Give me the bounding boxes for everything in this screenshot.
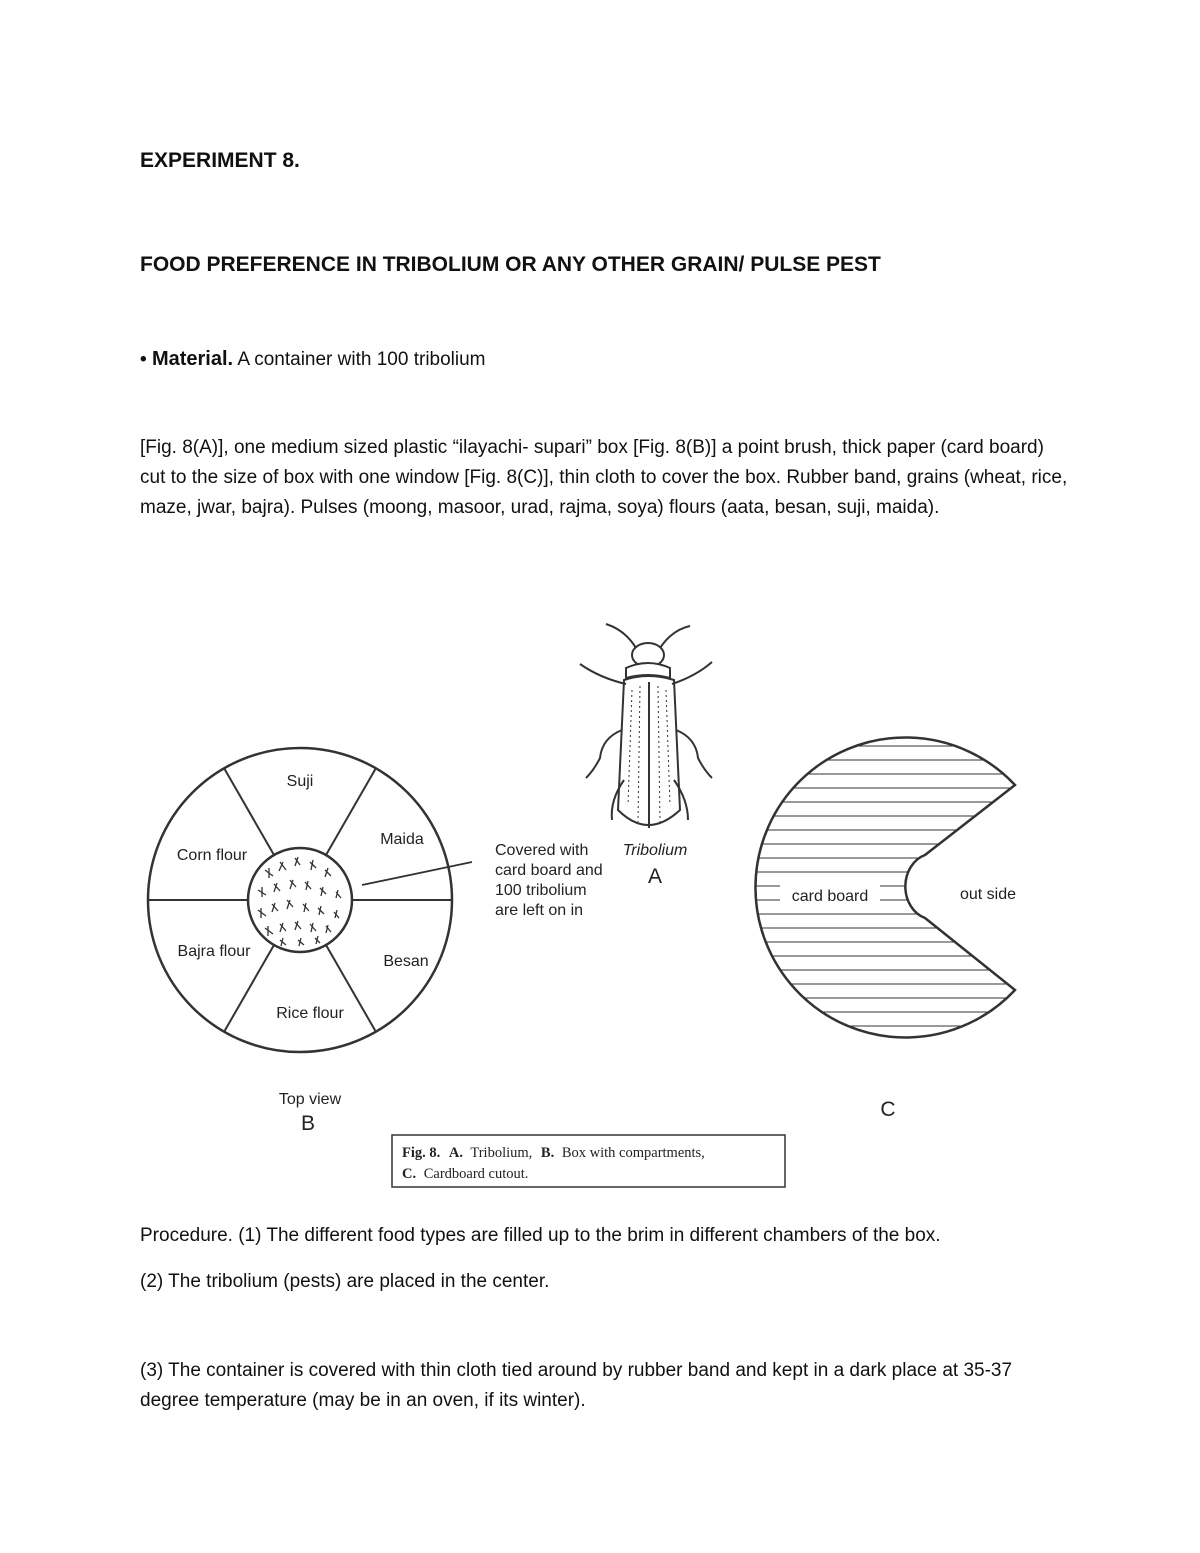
center-note-line-2: card board and — [495, 862, 603, 879]
procedure-step-2: (2) The tribolium (pests) are placed in the center. — [140, 1271, 550, 1292]
caption-c: C. — [402, 1166, 417, 1182]
label-bajra-flour: Bajra flour — [177, 943, 251, 960]
label-maida: Maida — [380, 831, 424, 848]
letter-b: B — [300, 1112, 316, 1135]
procedure-step-3: (3) The container is covered with thin cloth tied around by rubber band and kept in a dark place at 35-37 degree temperature (may be in an oven, if its winter). — [140, 1360, 1013, 1411]
bullet-icon: • — [140, 349, 147, 370]
materials-paragraph: [Fig. 8(A)], one medium sized plastic “ilayachi- supari” box [Fig. 8(B)] a point brush, thick paper (card board) cut to the size of box with one window [Fig. 8(C)], thin cloth to cover the box. Rubber band, grains (wheat, rice, maze, jwar, bajra). Pulses (moong, masoor, urad, rajma, soya) flours (aata, besan, suji, maida). — [140, 437, 1068, 518]
center-note-line-4: are left on in — [495, 902, 584, 919]
label-suji: Suji — [286, 773, 314, 790]
figure-8 — [140, 600, 1065, 1225]
label-tribolium: Tribolium — [622, 842, 688, 859]
caption-a: A. — [448, 1145, 463, 1161]
main-title: FOOD PREFERENCE IN TRIBOLIUM OR ANY OTHER GRAIN/ PULSE PEST — [140, 253, 881, 276]
label-card-board: card board — [791, 888, 869, 905]
material-label: Material. — [151, 348, 234, 370]
material-line — [140, 344, 486, 375]
letter-c: C — [880, 1098, 896, 1121]
box-compartments-diagram — [148, 748, 472, 1135]
cardboard-cutout-diagram — [700, 738, 1040, 1122]
label-rice-flour: Rice flour — [276, 1005, 344, 1022]
center-note-line-3: 100 tribolium — [495, 882, 587, 899]
divider-top-right — [326, 768, 376, 855]
caption-fig: Fig. 8. — [402, 1145, 441, 1161]
caption-b: B. — [540, 1145, 555, 1161]
box-center-circle — [248, 848, 352, 952]
letter-a: A — [647, 865, 663, 888]
caption-b-text: Box with compartments, — [561, 1145, 705, 1161]
experiment-title: EXPERIMENT 8. — [140, 149, 300, 172]
label-corn-flour: Corn flour — [176, 847, 248, 864]
material-text: A container with 100 tribolium — [233, 349, 486, 370]
figure-8-drawing — [140, 600, 1065, 1225]
label-top-view: Top view — [278, 1091, 342, 1108]
caption-a-text: Tribolium, — [470, 1145, 533, 1161]
center-note-line-1: Covered with — [495, 842, 589, 859]
center-note — [495, 842, 603, 919]
caption-c-text: Cardboard cutout. — [423, 1166, 529, 1182]
tribolium-beetle-drawing — [580, 624, 712, 828]
pointer-line — [362, 862, 472, 885]
procedure-step-1: Procedure. (1) The different food types are filled up to the brim in different chambers of the box. — [140, 1225, 941, 1246]
divider-top-left — [224, 768, 274, 855]
label-out-side: out side — [959, 886, 1017, 903]
label-besan: Besan — [383, 953, 429, 970]
figure-caption — [392, 1135, 785, 1187]
